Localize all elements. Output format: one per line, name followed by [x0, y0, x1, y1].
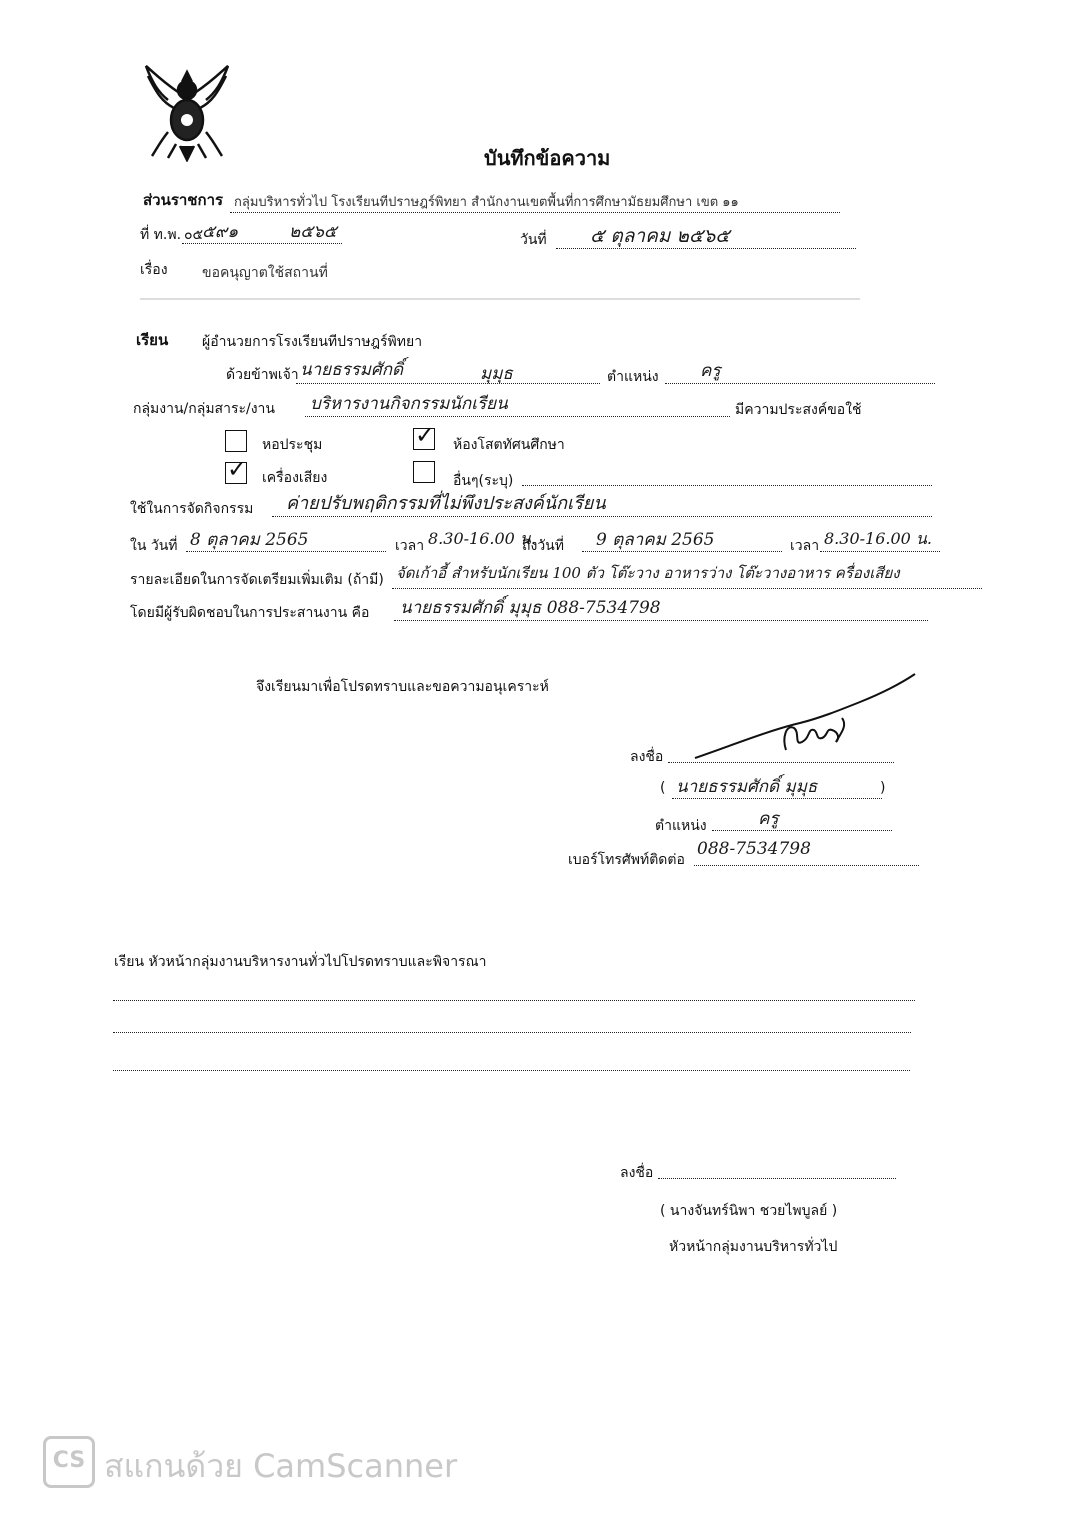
- to-date-label: ถึงวันที่: [522, 538, 564, 554]
- detail-label: รายละเอียดในการจัดเตรียมเพิ่มเติม (ถ้ามี): [130, 572, 384, 588]
- comment-line-3: [113, 1070, 910, 1071]
- detail-value: จัดเก้าอี้ สำหรับนักเรียน 100 ตัว โต๊ะวาง อาหารว่าง โต๊ะวางอาหาร ครื่องเสียง: [396, 564, 900, 582]
- ref-year: ๒๕๖๕: [289, 222, 337, 242]
- ref-printed: ๐๕: [184, 227, 204, 243]
- ref-handwritten: ๕๙๑: [202, 222, 239, 242]
- head-name: ( นางจันทร์นิพา ชวยไพบูลย์ ): [660, 1203, 838, 1219]
- activity-dotline: [272, 516, 932, 517]
- sound-system-label: เครื่องเสียง: [262, 470, 328, 486]
- watermark-text: สแกนด้วย CamScanner: [104, 1447, 458, 1485]
- av-room-checkbox[interactable]: [413, 421, 436, 450]
- date-label: วันที่: [520, 232, 547, 248]
- position-dotline: [665, 383, 935, 384]
- agency-label: ส่วนราชการ: [143, 191, 224, 209]
- agency-dotline: [230, 212, 840, 213]
- time-2-dotline: [820, 551, 940, 552]
- phone-dotline: [694, 865, 919, 866]
- av-room-label: ห้องโสตทัศนศึกษา: [453, 437, 565, 453]
- activity-label: ใช้ในการจัดกิจกรรม: [130, 501, 254, 517]
- separator-line: [140, 298, 860, 300]
- time-label-1: เวลา: [395, 538, 425, 554]
- comment-line-2: [113, 1032, 911, 1033]
- me-surname: มุมุธ: [480, 364, 513, 384]
- signature-icon: [690, 668, 920, 768]
- on-date-dotline: [186, 551, 386, 552]
- date-dotline: [556, 248, 856, 249]
- garuda-emblem-icon: [138, 62, 236, 162]
- to-value: ผู้อำนวยการโรงเรียนทีปราษฎร์พิทยา: [202, 334, 423, 350]
- coordinator-dotline: [394, 620, 928, 621]
- time-value-2: 8.30-16.00 น.: [824, 529, 932, 548]
- other-label: อื่นๆ(ระบุ): [453, 473, 514, 489]
- coordinator-value: นายธรรมศักดิ์ มุมุธ 088-7534798: [400, 598, 661, 618]
- head-title: หัวหน้ากลุ่มงานบริหารทั่วไป: [669, 1239, 838, 1255]
- detail-dotline: [392, 588, 982, 589]
- to-label: เรียน: [136, 331, 169, 349]
- time-value-1: 8.30-16.00 น.: [428, 529, 536, 548]
- camscanner-logo-icon: [43, 1436, 95, 1488]
- coordinator-label: โดยมีผู้รับผิดชอบในการประสานงาน คือ: [130, 605, 370, 621]
- memo-date: ๕ ตุลาคม ๒๕๖๕: [590, 225, 730, 247]
- to-date-value: 9 ตุลาคม 2565: [596, 530, 715, 550]
- on-date-label: ใน วันที่: [130, 538, 178, 554]
- position-label: ตำแหน่ง: [607, 369, 659, 385]
- sign-name-dotline: [672, 798, 882, 799]
- sign-position-label: ตำแหน่ง: [655, 818, 707, 834]
- group-label: กลุ่มงาน/กลุ่มสาระ/งาน: [133, 401, 275, 417]
- ref-dotline: [182, 243, 342, 244]
- ref-label: ที่ ท.พ.: [140, 227, 182, 243]
- position-value: ครู: [700, 361, 721, 381]
- phone-label: เบอร์โทรศัพท์ติดต่อ: [568, 852, 685, 868]
- phone-value: 088-7534798: [697, 839, 811, 859]
- other-checkbox[interactable]: [413, 461, 435, 483]
- av-room-check: ✓: [415, 421, 436, 449]
- head-sign-label: ลงชื่อ: [620, 1165, 654, 1181]
- me-dotline: [296, 383, 600, 384]
- closing-text: จึงเรียนมาเพื่อโปรดทราบและขอความอนุเคราะห์: [256, 679, 549, 695]
- time-label-2: เวลา: [790, 538, 820, 554]
- comment-line-1: [113, 1000, 915, 1001]
- sign-name: นายธรรมศักดิ์ มุมุธ: [676, 777, 818, 797]
- subject-label: เรื่อง: [140, 262, 168, 278]
- sound-system-check: ✓: [227, 455, 248, 483]
- meeting-hall-checkbox[interactable]: [225, 430, 247, 452]
- group-value: บริหารงานกิจกรรมนักเรียน: [310, 394, 508, 414]
- camscanner-logo-text: CS: [52, 1448, 86, 1473]
- purpose-label: มีความประสงค์ขอใช้: [735, 402, 862, 418]
- sign-position-dotline: [712, 830, 892, 831]
- agency-value: กลุ่มบริหารทั่วไป โรงเรียนทีปราษฎร์พิทยา สำนักงานเขตพื้นที่การศึกษามัธยมศึกษา เขต ๑๑: [234, 195, 739, 210]
- head-sign-dotline: [658, 1178, 896, 1179]
- to-date-dotline: [582, 551, 782, 552]
- sound-system-checkbox[interactable]: [225, 455, 248, 484]
- sign-label: ลงชื่อ: [630, 749, 664, 765]
- sign-dotline: [668, 762, 894, 763]
- head-to-text: เรียน หัวหน้ากลุ่มงานบริหารงานทั่วไปโปรดทราบและพิจารณา: [114, 954, 487, 970]
- activity-value: ค่ายปรับพฤติกรรมที่ไม่พึงประสงค์นักเรียน: [286, 493, 606, 514]
- meeting-hall-label: หอประชุม: [262, 437, 323, 453]
- memo-title: บันทึกข้อความ: [484, 146, 611, 170]
- subject-value: ขอคนุญาตใช้สถานที่: [202, 265, 328, 281]
- on-date-value: 8 ตุลาคม 2565: [190, 530, 309, 550]
- me-label: ด้วยข้าพเจ้า: [226, 367, 299, 383]
- other-dotline: [522, 485, 932, 486]
- sign-position-value: ครู: [758, 809, 779, 829]
- me-value: นายธรรมศักดิ์: [300, 360, 404, 380]
- group-dotline: [305, 416, 730, 417]
